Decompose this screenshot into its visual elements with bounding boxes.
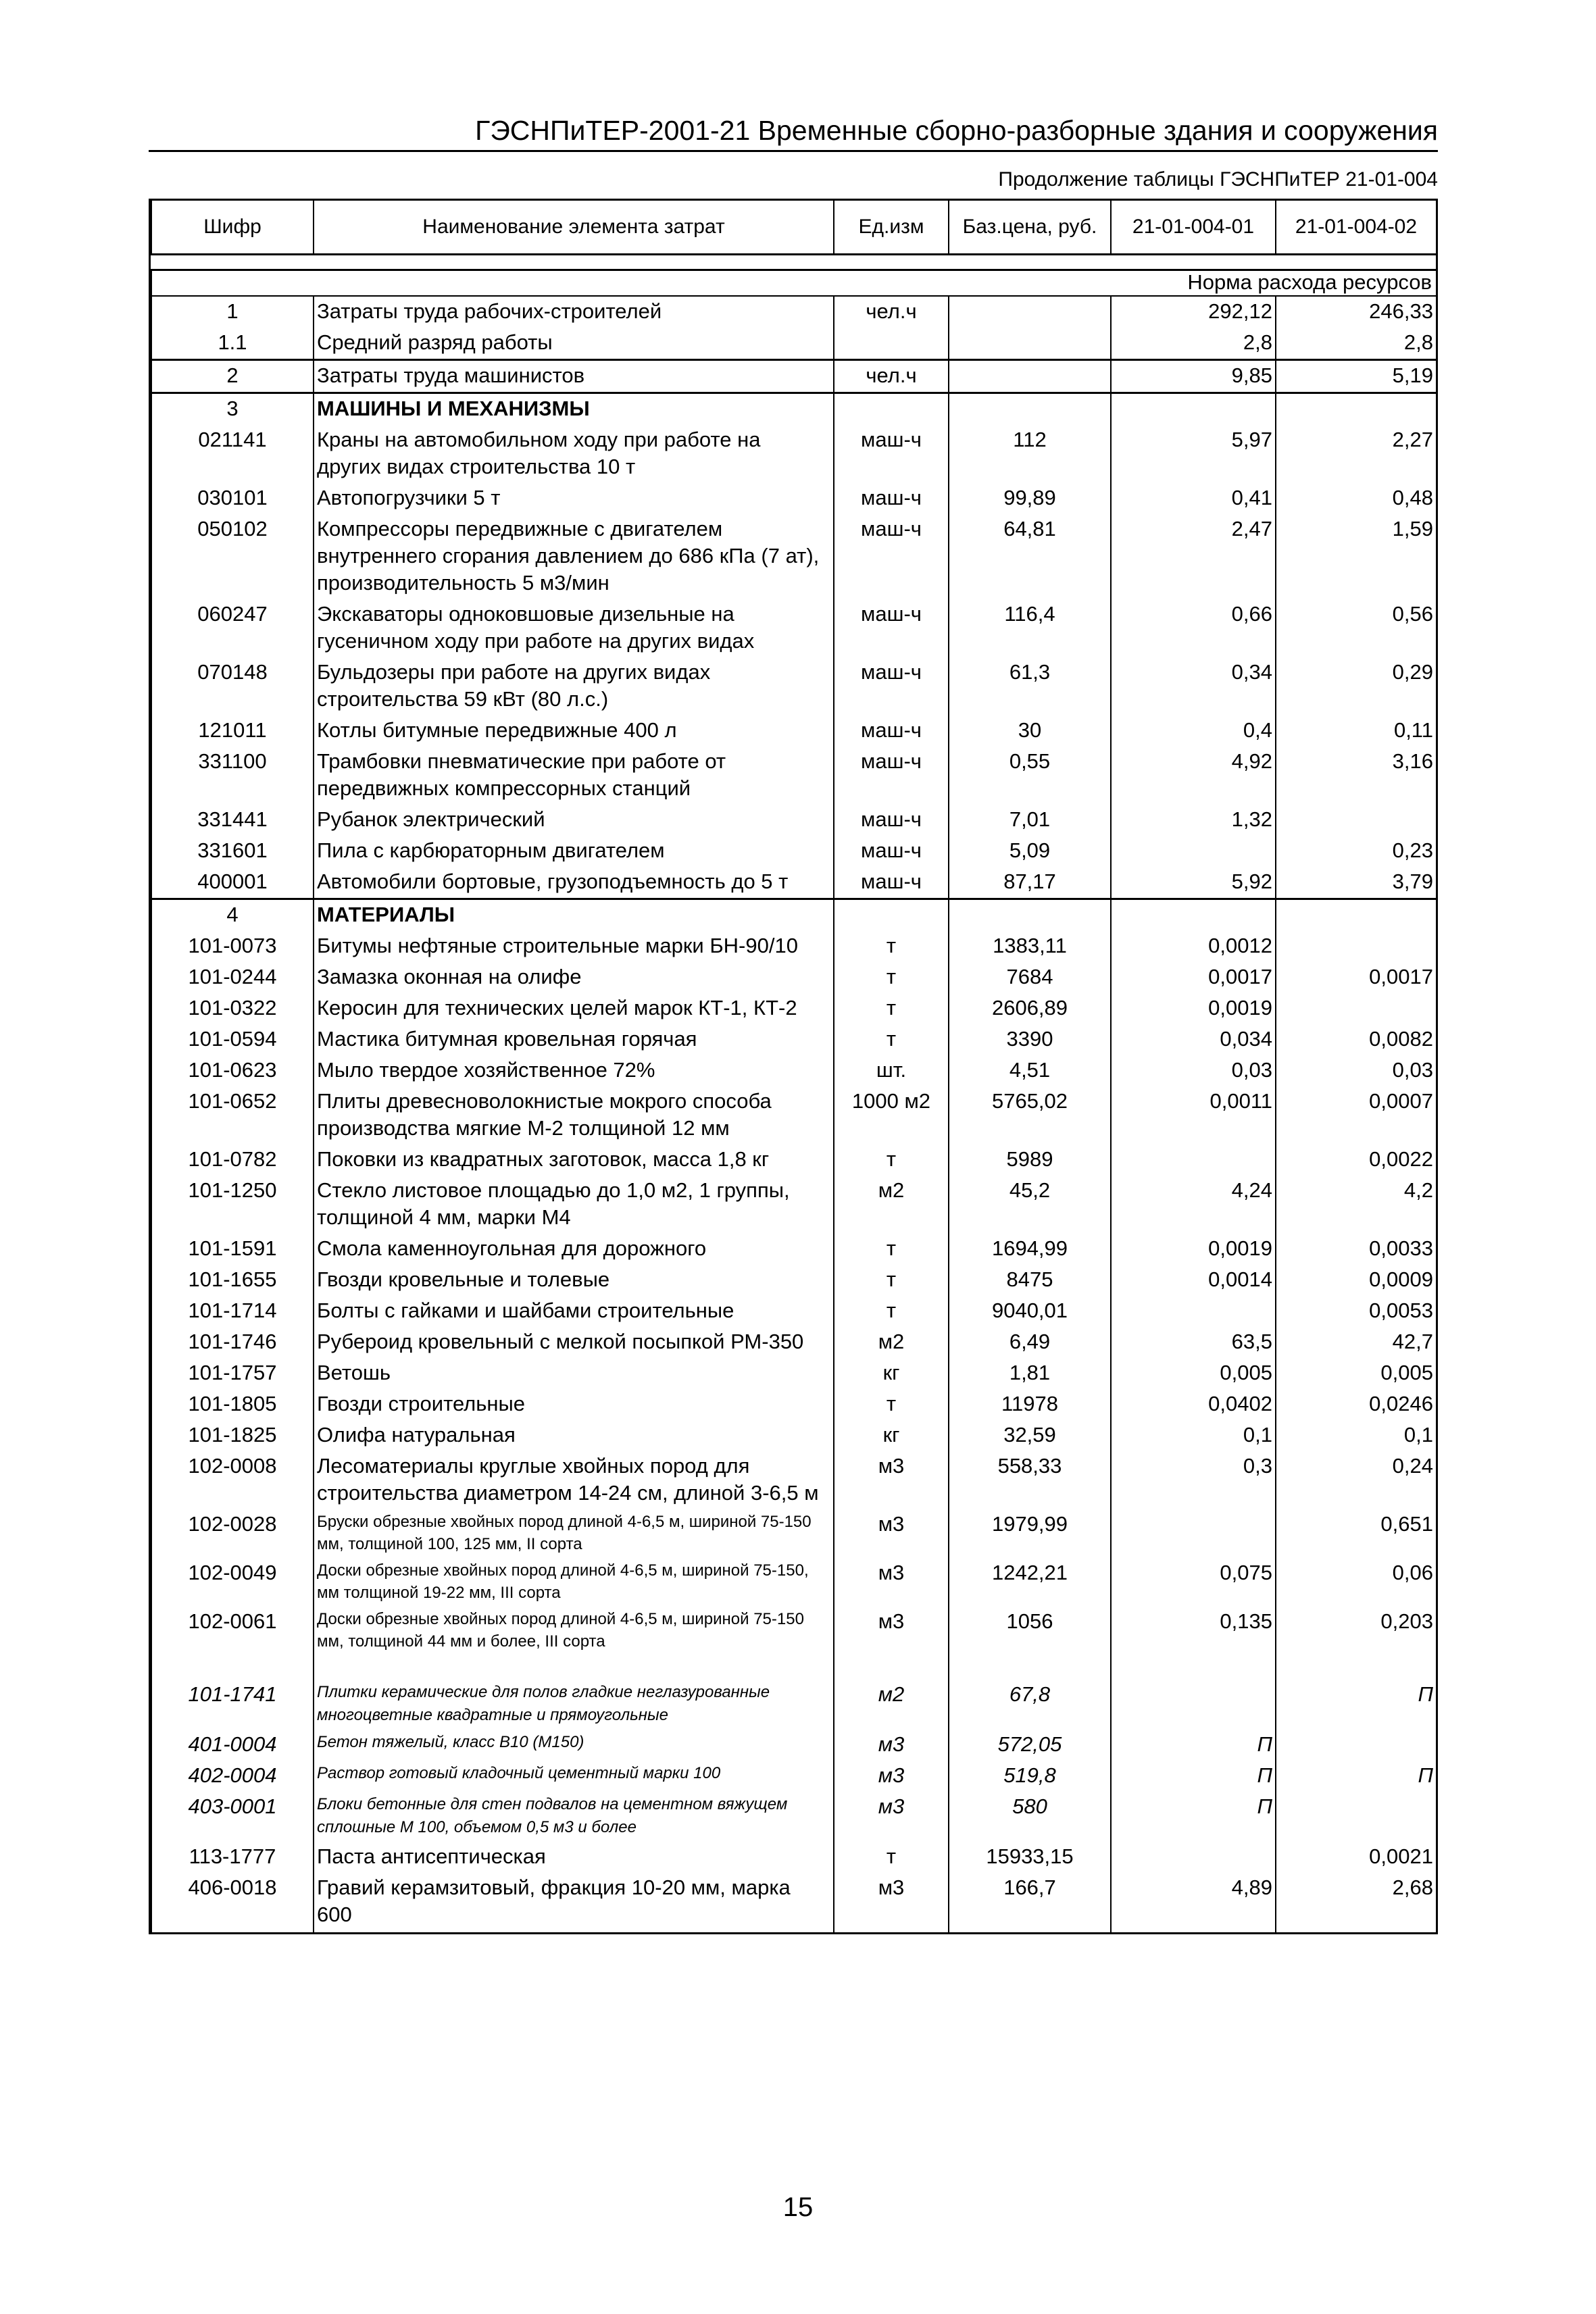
cell-norm-02 xyxy=(1276,993,1437,1024)
cell-name: Гвозди кровельные и толевые xyxy=(314,1265,834,1296)
cell-code: 102-0061 xyxy=(151,1607,314,1655)
table-row xyxy=(151,1730,1437,1761)
cell-code: 402-0004 xyxy=(151,1761,314,1792)
cell-code: 121011 xyxy=(151,715,314,747)
cell-price xyxy=(949,296,1111,328)
cell-norm-01: 292,12 xyxy=(1111,296,1276,328)
cell-price: 67,8 xyxy=(949,1680,1111,1730)
cell-price: 64,81 xyxy=(949,514,1111,599)
cell-price: 558,33 xyxy=(949,1451,1111,1509)
table-header-row xyxy=(151,201,1437,255)
column-header-norm-02: 21-01-004-02 xyxy=(1276,201,1437,255)
table-row xyxy=(151,993,1437,1024)
cell-price: 30 xyxy=(949,715,1111,747)
cell-price: 99,89 xyxy=(949,483,1111,514)
cell-norm-01: 0,0019 xyxy=(1111,1234,1276,1265)
cell-norm-02 xyxy=(1276,931,1437,962)
cell-price: 45,2 xyxy=(949,1176,1111,1234)
section-row xyxy=(151,393,1437,426)
cell-name: Керосин для технических целей марок КТ-1, КТ-2 xyxy=(314,993,834,1024)
cell-name: МАШИНЫ И МЕХАНИЗМЫ xyxy=(314,393,834,426)
cell-norm-02: 1,59 xyxy=(1276,514,1437,599)
cell-price xyxy=(949,360,1111,393)
cell-norm-01: 0,66 xyxy=(1111,599,1276,657)
cell-norm-02 xyxy=(1276,393,1437,426)
cell-norm-01: 0,0019 xyxy=(1111,993,1276,1024)
cell-price: 112 xyxy=(949,425,1111,483)
cell-norm-02: 0,0246 xyxy=(1276,1389,1437,1420)
cell-price: 5,09 xyxy=(949,836,1111,867)
cell-norm-02: 2,27 xyxy=(1276,425,1437,483)
table-row xyxy=(151,1558,1437,1607)
cell-norm-02: 2,68 xyxy=(1276,1873,1437,1932)
column-header-name: Наименование элемента затрат xyxy=(314,201,834,255)
column-header-norm-01: 21-01-004-01 xyxy=(1111,201,1276,255)
cell-price: 572,05 xyxy=(949,1730,1111,1761)
cell-code: 101-1741 xyxy=(151,1680,314,1730)
cell-price: 11978 xyxy=(949,1389,1111,1420)
cell-norm-02: 0,23 xyxy=(1276,836,1437,867)
table-row xyxy=(151,747,1437,805)
table-row xyxy=(151,360,1437,393)
cell-norm-02: 0,0021 xyxy=(1276,1842,1437,1873)
column-header-code: Шифр xyxy=(151,201,314,255)
cell-norm-01 xyxy=(1111,1145,1276,1176)
cell-norm-02: 0,005 xyxy=(1276,1358,1437,1389)
cell-unit: шт. xyxy=(834,1055,949,1086)
cell-norm-02: 0,0022 xyxy=(1276,1145,1437,1176)
cell-name: Экскаваторы одноковшовые дизельные на гусеничном ходу при работе на других видах xyxy=(314,599,834,657)
cell-name: Затраты труда рабочих-строителей xyxy=(314,296,834,328)
cell-name: Ветошь xyxy=(314,1358,834,1389)
cell-unit xyxy=(834,899,949,932)
table-row xyxy=(151,931,1437,962)
cell-price: 4,51 xyxy=(949,1055,1111,1086)
cell-code: 3 xyxy=(151,393,314,426)
cell-price: 1979,99 xyxy=(949,1509,1111,1558)
cell-price: 8475 xyxy=(949,1265,1111,1296)
cell-code: 101-1591 xyxy=(151,1234,314,1265)
cell-price: 5989 xyxy=(949,1145,1111,1176)
cell-name: Олифа натуральная xyxy=(314,1420,834,1451)
cell-norm-02: П xyxy=(1276,1761,1437,1792)
cell-norm-01 xyxy=(1111,1296,1276,1327)
cell-code: 101-0594 xyxy=(151,1024,314,1055)
cell-norm-02: 4,2 xyxy=(1276,1176,1437,1234)
cell-norm-02: 3,16 xyxy=(1276,747,1437,805)
cell-name: Мастика битумная кровельная горячая xyxy=(314,1024,834,1055)
cell-name: Плиты древесноволокнистые мокрого способа производства мягкие М-2 толщиной 12 мм xyxy=(314,1086,834,1145)
cell-norm-01 xyxy=(1111,1680,1276,1730)
cell-norm-02: 2,8 xyxy=(1276,328,1437,360)
cell-name: Рубероид кровельный с мелкой посыпкой РМ-350 xyxy=(314,1327,834,1358)
table-row xyxy=(151,1358,1437,1389)
cell-name: МАТЕРИАЛЫ xyxy=(314,899,834,932)
cell-code: 331441 xyxy=(151,805,314,836)
cell-unit: 1000 м2 xyxy=(834,1086,949,1145)
cell-price: 6,49 xyxy=(949,1327,1111,1358)
table-row xyxy=(151,1296,1437,1327)
page-header-title: ГЭСНПиТЕР-2001-21 Временные сборно-разборные здания и сооружения xyxy=(475,115,1438,146)
cell-norm-02: 0,0082 xyxy=(1276,1024,1437,1055)
resource-table-container xyxy=(149,199,1438,1934)
cell-name: Поковки из квадратных заготовок, масса 1,8 кг xyxy=(314,1145,834,1176)
table-body xyxy=(151,255,1437,1933)
cell-code: 331100 xyxy=(151,747,314,805)
cell-name: Блоки бетонные для стен подвалов на цементном вяжущем сплошные М 100, объемом 0,5 м3 и более xyxy=(314,1792,834,1842)
cell-price: 15933,15 xyxy=(949,1842,1111,1873)
cell-unit: м3 xyxy=(834,1761,949,1792)
cell-price: 1056 xyxy=(949,1607,1111,1655)
cell-norm-02: 0,0033 xyxy=(1276,1234,1437,1265)
cell-unit: м3 xyxy=(834,1558,949,1607)
cell-price: 1242,21 xyxy=(949,1558,1111,1607)
cell-code: 331601 xyxy=(151,836,314,867)
cell-norm-01: 0,4 xyxy=(1111,715,1276,747)
cell-unit: м2 xyxy=(834,1327,949,1358)
cell-norm-02: 5,19 xyxy=(1276,360,1437,393)
cell-price: 87,17 xyxy=(949,867,1111,899)
table-row xyxy=(151,1327,1437,1358)
cell-code: 101-0623 xyxy=(151,1055,314,1086)
cell-norm-01: П xyxy=(1111,1761,1276,1792)
cell-norm-02: 0,0009 xyxy=(1276,1265,1437,1296)
cell-price: 9040,01 xyxy=(949,1296,1111,1327)
table-row xyxy=(151,836,1437,867)
cell-name: Компрессоры передвижные с двигателем внутреннего сгорания давлением до 686 кПа (7 ат), производительность 5 м3/мин xyxy=(314,514,834,599)
cell-norm-01: 0,03 xyxy=(1111,1055,1276,1086)
cell-norm-01: 2,8 xyxy=(1111,328,1276,360)
cell-name: Затраты труда машинистов xyxy=(314,360,834,393)
cell-unit: кг xyxy=(834,1420,949,1451)
cell-norm-01 xyxy=(1111,1509,1276,1558)
cell-unit xyxy=(834,328,949,360)
cell-unit: т xyxy=(834,993,949,1024)
cell-code: 102-0008 xyxy=(151,1451,314,1509)
table-row xyxy=(151,1265,1437,1296)
page-number: 15 xyxy=(782,2192,814,2222)
cell-name: Смола каменноугольная для дорожного xyxy=(314,1234,834,1265)
cell-code: 400001 xyxy=(151,867,314,899)
cell-norm-02: 0,56 xyxy=(1276,599,1437,657)
cell-norm-01: 4,89 xyxy=(1111,1873,1276,1932)
column-header-price: Баз.цена, руб. xyxy=(949,201,1111,255)
cell-norm-01: 9,85 xyxy=(1111,360,1276,393)
cell-unit: т xyxy=(834,1296,949,1327)
cell-code: 4 xyxy=(151,899,314,932)
cell-code: 070148 xyxy=(151,657,314,715)
table-row xyxy=(151,599,1437,657)
cell-unit: маш-ч xyxy=(834,805,949,836)
table-row xyxy=(151,1389,1437,1420)
cell-price xyxy=(949,328,1111,360)
cell-code: 101-0073 xyxy=(151,931,314,962)
spacer-row xyxy=(151,1655,1437,1680)
table-row xyxy=(151,1055,1437,1086)
header-gap-row xyxy=(151,255,1437,270)
cell-code: 102-0049 xyxy=(151,1558,314,1607)
cell-unit: т xyxy=(834,962,949,993)
cell-name: Котлы битумные передвижные 400 л xyxy=(314,715,834,747)
cell-norm-01 xyxy=(1111,1842,1276,1873)
cell-norm-01: 0,34 xyxy=(1111,657,1276,715)
cell-name: Доски обрезные хвойных пород длиной 4-6,5 м, шириной 75-150, мм толщиной 19-22 мм, III сорта xyxy=(314,1558,834,1607)
cell-code: 101-0244 xyxy=(151,962,314,993)
cell-name: Паста антисептическая xyxy=(314,1842,834,1873)
table-row xyxy=(151,1842,1437,1873)
table-row xyxy=(151,1145,1437,1176)
cell-name: Лесоматериалы круглые хвойных пород для строительства диаметром 14-24 см, длиной 3-6,5 м xyxy=(314,1451,834,1509)
cell-unit: маш-ч xyxy=(834,657,949,715)
cell-unit: м3 xyxy=(834,1607,949,1655)
table-row xyxy=(151,1176,1437,1234)
cell-unit: чел.ч xyxy=(834,360,949,393)
cell-norm-02: 246,33 xyxy=(1276,296,1437,328)
cell-norm-01: 0,034 xyxy=(1111,1024,1276,1055)
cell-price: 116,4 xyxy=(949,599,1111,657)
cell-name: Бульдозеры при работе на других видах строительства 59 кВт (80 л.с.) xyxy=(314,657,834,715)
cell-norm-02: 0,0007 xyxy=(1276,1086,1437,1145)
cell-norm-01: 63,5 xyxy=(1111,1327,1276,1358)
column-header-unit: Ед.изм xyxy=(834,201,949,255)
cell-name: Бетон тяжелый, класс В10 (М150) xyxy=(314,1730,834,1761)
table-row xyxy=(151,1451,1437,1509)
cell-code: 401-0004 xyxy=(151,1730,314,1761)
cell-unit: маш-ч xyxy=(834,747,949,805)
cell-norm-02: 0,203 xyxy=(1276,1607,1437,1655)
cell-norm-01 xyxy=(1111,899,1276,932)
cell-unit: т xyxy=(834,1234,949,1265)
cell-unit: маш-ч xyxy=(834,599,949,657)
cell-norm-02: 3,79 xyxy=(1276,867,1437,899)
cell-norm-02: 0,24 xyxy=(1276,1451,1437,1509)
cell-name: Плитки керамические для полов гладкие неглазурованные многоцветные квадратные и прямоугольные xyxy=(314,1680,834,1730)
cell-norm-01: 2,47 xyxy=(1111,514,1276,599)
cell-norm-02: 0,29 xyxy=(1276,657,1437,715)
table-row xyxy=(151,1234,1437,1265)
cell-price: 1383,11 xyxy=(949,931,1111,962)
cell-price: 7684 xyxy=(949,962,1111,993)
cell-code: 101-1714 xyxy=(151,1296,314,1327)
cell-unit: т xyxy=(834,1842,949,1873)
cell-name: Автопогрузчики 5 т xyxy=(314,483,834,514)
cell-norm-02 xyxy=(1276,1730,1437,1761)
cell-code: 101-1655 xyxy=(151,1265,314,1296)
cell-code: 101-0652 xyxy=(151,1086,314,1145)
cell-norm-01: 0,0011 xyxy=(1111,1086,1276,1145)
cell-code: 101-0322 xyxy=(151,993,314,1024)
cell-code: 1.1 xyxy=(151,328,314,360)
cell-unit: м3 xyxy=(834,1509,949,1558)
section-row xyxy=(151,899,1437,932)
header-divider xyxy=(149,150,1438,152)
cell-norm-02: 42,7 xyxy=(1276,1327,1437,1358)
table-row xyxy=(151,962,1437,993)
cell-norm-01: 0,3 xyxy=(1111,1451,1276,1509)
cell-unit: маш-ч xyxy=(834,425,949,483)
table-row xyxy=(151,1420,1437,1451)
cell-price: 61,3 xyxy=(949,657,1111,715)
cell-price xyxy=(949,393,1111,426)
table-row xyxy=(151,867,1437,899)
cell-name: Пила с карбюраторным двигателем xyxy=(314,836,834,867)
table-row xyxy=(151,483,1437,514)
cell-name: Стекло листовое площадью до 1,0 м2, 1 группы, толщиной 4 мм, марки М4 xyxy=(314,1176,834,1234)
cell-unit: т xyxy=(834,931,949,962)
cell-name: Битумы нефтяные строительные марки БН-90/10 xyxy=(314,931,834,962)
cell-code: 050102 xyxy=(151,514,314,599)
cell-norm-01: 5,97 xyxy=(1111,425,1276,483)
cell-unit: кг xyxy=(834,1358,949,1389)
cell-unit: маш-ч xyxy=(834,514,949,599)
cell-unit: маш-ч xyxy=(834,483,949,514)
cell-price: 580 xyxy=(949,1792,1111,1842)
table-row xyxy=(151,1509,1437,1558)
cell-norm-02: 0,06 xyxy=(1276,1558,1437,1607)
cell-norm-01: П xyxy=(1111,1792,1276,1842)
cell-code: 060247 xyxy=(151,599,314,657)
cell-norm-02: 0,1 xyxy=(1276,1420,1437,1451)
cell-code: 101-1825 xyxy=(151,1420,314,1451)
cell-code: 102-0028 xyxy=(151,1509,314,1558)
cell-name: Бруски обрезные хвойных пород длиной 4-6,5 м, шириной 75-150 мм, толщиной 100, 125 мм, II сорта xyxy=(314,1509,834,1558)
cell-norm-01: 0,0402 xyxy=(1111,1389,1276,1420)
cell-code: 101-1757 xyxy=(151,1358,314,1389)
cell-code: 1 xyxy=(151,296,314,328)
cell-norm-02: 0,0053 xyxy=(1276,1296,1437,1327)
cell-price: 7,01 xyxy=(949,805,1111,836)
cell-price: 3390 xyxy=(949,1024,1111,1055)
cell-norm-01: 4,92 xyxy=(1111,747,1276,805)
cell-name: Болты с гайками и шайбами строительные xyxy=(314,1296,834,1327)
cell-code: 406-0018 xyxy=(151,1873,314,1932)
cell-norm-02 xyxy=(1276,899,1437,932)
cell-code: 101-0782 xyxy=(151,1145,314,1176)
cell-norm-01 xyxy=(1111,836,1276,867)
cell-unit: т xyxy=(834,1024,949,1055)
cell-price: 1694,99 xyxy=(949,1234,1111,1265)
table-row xyxy=(151,1873,1437,1932)
cell-name: Гравий керамзитовый, фракция 10-20 мм, марка 600 xyxy=(314,1873,834,1932)
cell-name: Средний разряд работы xyxy=(314,328,834,360)
norm-label: Норма расхода ресурсов xyxy=(1111,270,1437,297)
table-row xyxy=(151,296,1437,328)
table-row xyxy=(151,1792,1437,1842)
table-row xyxy=(151,805,1437,836)
cell-unit: м3 xyxy=(834,1730,949,1761)
cell-norm-02: 0,03 xyxy=(1276,1055,1437,1086)
cell-name: Замазка оконная на олифе xyxy=(314,962,834,993)
cell-norm-01: 4,24 xyxy=(1111,1176,1276,1234)
cell-norm-01: 0,0012 xyxy=(1111,931,1276,962)
table-row xyxy=(151,1680,1437,1730)
table-row xyxy=(151,425,1437,483)
cell-norm-02 xyxy=(1276,805,1437,836)
cell-code: 101-1746 xyxy=(151,1327,314,1358)
cell-unit: маш-ч xyxy=(834,715,949,747)
cell-norm-01 xyxy=(1111,393,1276,426)
cell-norm-01: 0,005 xyxy=(1111,1358,1276,1389)
cell-norm-01: 0,0014 xyxy=(1111,1265,1276,1296)
cell-norm-01: 0,41 xyxy=(1111,483,1276,514)
cell-unit: чел.ч xyxy=(834,296,949,328)
cell-code: 101-1805 xyxy=(151,1389,314,1420)
cell-norm-01: 0,075 xyxy=(1111,1558,1276,1607)
cell-norm-02: П xyxy=(1276,1680,1437,1730)
table-caption: Продолжение таблицы ГЭСНПиТЕР 21-01-004 xyxy=(998,168,1438,191)
cell-unit: м3 xyxy=(834,1451,949,1509)
cell-price: 5765,02 xyxy=(949,1086,1111,1145)
cell-name: Автомобили бортовые, грузоподъемность до 5 т xyxy=(314,867,834,899)
cell-unit: маш-ч xyxy=(834,836,949,867)
cell-unit: маш-ч xyxy=(834,867,949,899)
cell-price: 1,81 xyxy=(949,1358,1111,1389)
norm-label-row xyxy=(151,270,1437,297)
cell-norm-02: 0,48 xyxy=(1276,483,1437,514)
cell-code: 021141 xyxy=(151,425,314,483)
cell-price: 2606,89 xyxy=(949,993,1111,1024)
table-row xyxy=(151,1761,1437,1792)
cell-price: 0,55 xyxy=(949,747,1111,805)
table-row xyxy=(151,1024,1437,1055)
cell-code: 2 xyxy=(151,360,314,393)
resource-norms-table xyxy=(151,201,1437,1932)
cell-code: 101-1250 xyxy=(151,1176,314,1234)
table-row xyxy=(151,657,1437,715)
cell-name: Трамбовки пневматические при работе от передвижных компрессорных станций xyxy=(314,747,834,805)
cell-name: Рубанок электрический xyxy=(314,805,834,836)
cell-price: 166,7 xyxy=(949,1873,1111,1932)
cell-unit: т xyxy=(834,1389,949,1420)
cell-code: 403-0001 xyxy=(151,1792,314,1842)
cell-unit: м2 xyxy=(834,1176,949,1234)
cell-name: Краны на автомобильном ходу при работе на других видах строительства 10 т xyxy=(314,425,834,483)
cell-price: 32,59 xyxy=(949,1420,1111,1451)
cell-norm-02: 0,0017 xyxy=(1276,962,1437,993)
cell-name: Гвозди строительные xyxy=(314,1389,834,1420)
table-row xyxy=(151,328,1437,360)
cell-price: 519,8 xyxy=(949,1761,1111,1792)
cell-norm-01: 0,1 xyxy=(1111,1420,1276,1451)
cell-norm-01: 0,0017 xyxy=(1111,962,1276,993)
cell-name: Доски обрезные хвойных пород длиной 4-6,5 м, шириной 75-150 мм, толщиной 44 мм и более, III сорта xyxy=(314,1607,834,1655)
cell-name: Мыло твердое хозяйственное 72% xyxy=(314,1055,834,1086)
cell-unit xyxy=(834,393,949,426)
cell-norm-02: 0,11 xyxy=(1276,715,1437,747)
cell-norm-02: 0,651 xyxy=(1276,1509,1437,1558)
cell-name: Раствор готовый кладочный цементный марки 100 xyxy=(314,1761,834,1792)
cell-norm-01: 5,92 xyxy=(1111,867,1276,899)
cell-unit: м3 xyxy=(834,1873,949,1932)
cell-norm-02 xyxy=(1276,1792,1437,1842)
cell-unit: т xyxy=(834,1265,949,1296)
cell-norm-01: 0,135 xyxy=(1111,1607,1276,1655)
cell-unit: м2 xyxy=(834,1680,949,1730)
table-row xyxy=(151,1607,1437,1655)
cell-price xyxy=(949,899,1111,932)
cell-norm-01: 1,32 xyxy=(1111,805,1276,836)
table-row xyxy=(151,514,1437,599)
table-row xyxy=(151,1086,1437,1145)
table-row xyxy=(151,715,1437,747)
cell-code: 113-1777 xyxy=(151,1842,314,1873)
cell-unit: м3 xyxy=(834,1792,949,1842)
cell-unit: т xyxy=(834,1145,949,1176)
cell-norm-01: П xyxy=(1111,1730,1276,1761)
cell-code: 030101 xyxy=(151,483,314,514)
